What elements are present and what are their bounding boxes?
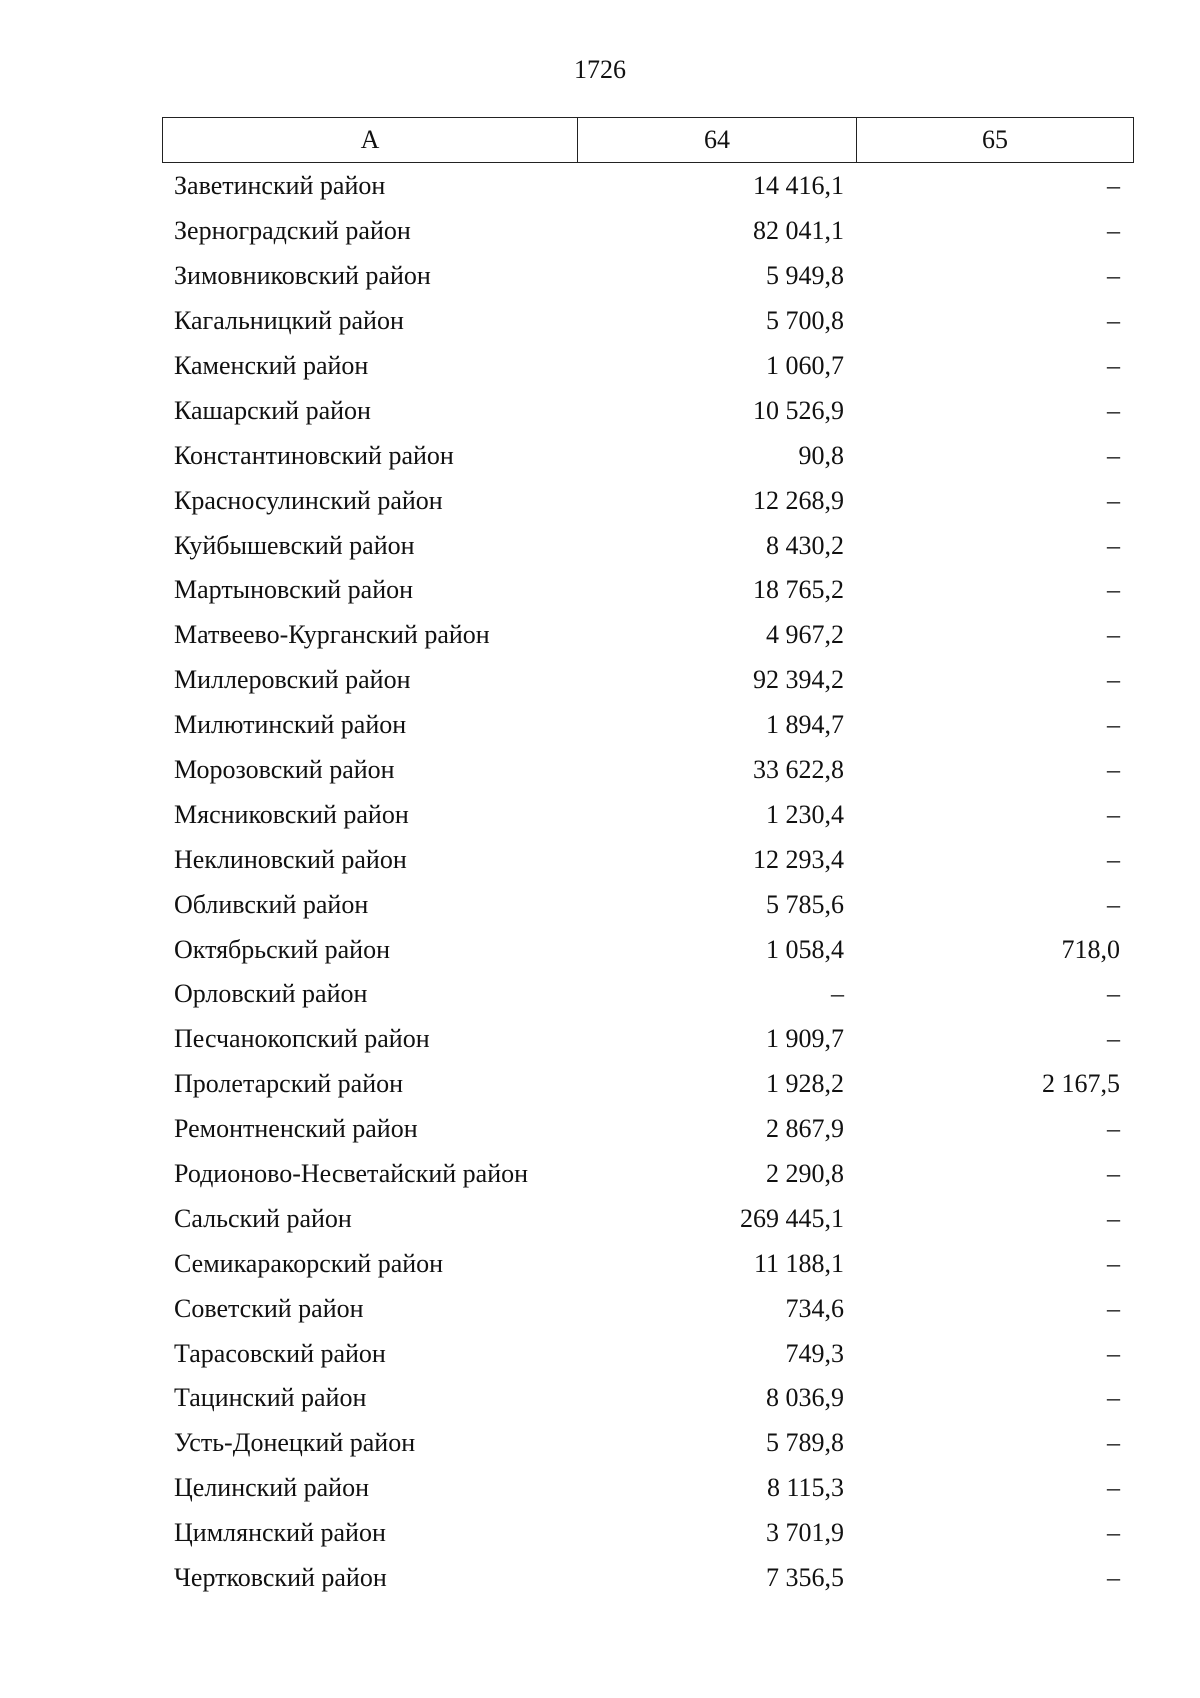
table-row <box>162 433 1134 478</box>
table-row <box>162 1466 1134 1511</box>
value-col-65: – <box>1107 530 1120 560</box>
district-name: Цимлянский район <box>174 1518 386 1548</box>
district-name: Матвеево-Курганский район <box>174 620 490 650</box>
district-name: Октябрьский район <box>174 934 390 964</box>
value-col-65: – <box>1107 440 1120 470</box>
table-row <box>162 792 1134 837</box>
value-col-65: – <box>1107 1383 1120 1413</box>
value-col-65: – <box>1107 665 1120 695</box>
value-col-64: 1 894,7 <box>766 710 844 740</box>
table-header <box>162 117 1134 163</box>
value-col-65: – <box>1107 1428 1120 1458</box>
value-col-65: – <box>1107 979 1120 1009</box>
district-name: Заветинский район <box>174 171 386 201</box>
table-row <box>162 478 1134 523</box>
value-col-65: – <box>1107 485 1120 515</box>
value-col-64: 734,6 <box>785 1293 844 1323</box>
district-name: Усть-Донецкий район <box>174 1428 416 1458</box>
value-col-64: 33 622,8 <box>753 755 844 785</box>
district-name: Сальский район <box>174 1203 352 1233</box>
value-col-65: – <box>1107 261 1120 291</box>
table-row <box>162 1152 1134 1197</box>
district-name: Семикаракорский район <box>174 1248 444 1278</box>
table-row <box>162 1062 1134 1107</box>
value-col-64: 8 430,2 <box>766 530 844 560</box>
district-name: Красносулинский район <box>174 485 443 515</box>
table-row <box>162 1286 1134 1331</box>
value-col-64: 269 445,1 <box>740 1203 844 1233</box>
district-name: Обливский район <box>174 889 369 919</box>
table-row <box>162 882 1134 927</box>
table-row <box>162 1017 1134 1062</box>
table-row <box>162 344 1134 389</box>
value-col-65: – <box>1107 1024 1120 1054</box>
district-name: Тацинский район <box>174 1383 367 1413</box>
value-col-65: – <box>1107 755 1120 785</box>
district-name: Мартыновский район <box>174 575 414 605</box>
district-name: Милютинский район <box>174 710 407 740</box>
district-name: Морозовский район <box>174 755 395 785</box>
table-row <box>162 388 1134 433</box>
page-number: 1726 <box>574 55 626 84</box>
district-name: Миллеровский район <box>174 665 411 695</box>
district-name: Советский район <box>174 1293 364 1323</box>
value-col-65: – <box>1107 1159 1120 1189</box>
value-col-65: – <box>1107 1338 1120 1368</box>
table-row <box>162 703 1134 748</box>
table-row <box>162 1196 1134 1241</box>
value-col-64: 92 394,2 <box>753 665 844 695</box>
value-col-64: 1 909,7 <box>766 1024 844 1054</box>
table-row <box>162 972 1134 1017</box>
table-row <box>162 1421 1134 1466</box>
table-row <box>162 209 1134 254</box>
district-name: Тарасовский район <box>174 1338 386 1368</box>
value-col-64: 90,8 <box>798 440 844 470</box>
value-col-64: 749,3 <box>785 1338 844 1368</box>
value-col-65: – <box>1107 575 1120 605</box>
value-col-64: 18 765,2 <box>753 575 844 605</box>
district-name: Мясниковский район <box>174 799 409 829</box>
value-col-64: 5 785,6 <box>766 889 844 919</box>
district-name: Орловский район <box>174 979 368 1009</box>
district-name: Константиновский район <box>174 440 454 470</box>
value-col-65: – <box>1107 1114 1120 1144</box>
value-col-64: 1 230,4 <box>766 799 844 829</box>
value-col-65: – <box>1107 1203 1120 1233</box>
table-row <box>162 1331 1134 1376</box>
value-col-65: 718,0 <box>1061 934 1120 964</box>
table-row <box>162 658 1134 703</box>
value-col-65: – <box>1107 1563 1120 1593</box>
value-col-64: 2 867,9 <box>766 1114 844 1144</box>
district-name: Родионово-Несветайский район <box>174 1159 529 1189</box>
value-col-64: 12 268,9 <box>753 485 844 515</box>
table-row <box>162 299 1134 344</box>
district-name: Зимовниковский район <box>174 261 431 291</box>
value-col-64: 82 041,1 <box>753 216 844 246</box>
value-col-64: 5 789,8 <box>766 1428 844 1458</box>
value-col-65: – <box>1107 395 1120 425</box>
value-col-65: – <box>1107 1473 1120 1503</box>
column-header-65: 65 <box>982 125 1008 154</box>
district-name: Зерноградский район <box>174 216 411 246</box>
value-col-65: – <box>1107 1248 1120 1278</box>
value-col-64: 14 416,1 <box>753 171 844 201</box>
value-col-64: 5 700,8 <box>766 306 844 336</box>
value-col-64: 8 036,9 <box>766 1383 844 1413</box>
district-name: Целинский район <box>174 1473 369 1503</box>
value-col-65: – <box>1107 799 1120 829</box>
district-name: Чертковский район <box>174 1563 387 1593</box>
value-col-65: 2 167,5 <box>1042 1069 1120 1099</box>
value-col-64: 11 188,1 <box>753 1248 844 1278</box>
value-col-64: 5 949,8 <box>766 261 844 291</box>
value-col-65: – <box>1107 351 1120 380</box>
table-row <box>162 613 1134 658</box>
table-row <box>162 1556 1134 1601</box>
value-col-65: – <box>1107 1518 1120 1548</box>
district-name: Неклиновский район <box>174 844 407 874</box>
value-col-64: 4 967,2 <box>766 620 844 650</box>
table-row <box>162 1241 1134 1286</box>
value-col-65: – <box>1107 844 1120 874</box>
column-header-64: 64 <box>578 118 857 162</box>
value-col-64: 10 526,9 <box>753 395 844 425</box>
value-col-64: 8 115,3 <box>766 1473 844 1503</box>
column-header-a: А <box>163 118 578 162</box>
table-row <box>162 523 1134 568</box>
value-col-65: – <box>1107 216 1120 246</box>
value-col-64: 1 928,2 <box>766 1069 844 1099</box>
value-col-65: – <box>1107 710 1120 740</box>
value-col-64: – <box>831 979 844 1009</box>
value-col-65: – <box>1107 889 1120 919</box>
value-col-65: – <box>1107 306 1120 336</box>
value-col-64: 2 290,8 <box>766 1159 844 1189</box>
table-row <box>162 1107 1134 1152</box>
table-row <box>162 1511 1134 1556</box>
district-name: Каменский район <box>174 351 369 380</box>
value-col-64: 1 060,7 <box>766 351 844 380</box>
district-name: Кашарский район <box>174 395 371 425</box>
table-row <box>162 254 1134 299</box>
value-col-64: 1 058,4 <box>766 934 844 964</box>
table-row <box>162 568 1134 613</box>
value-col-65: – <box>1107 171 1120 201</box>
table-row <box>162 837 1134 882</box>
value-col-65: – <box>1107 620 1120 650</box>
value-col-64: 12 293,4 <box>753 844 844 874</box>
district-name: Песчанокопский район <box>174 1024 430 1054</box>
table-row <box>162 164 1134 209</box>
value-col-64: 3 701,9 <box>766 1518 844 1548</box>
table-row <box>162 927 1134 972</box>
district-name: Пролетарский район <box>174 1069 404 1099</box>
district-name: Куйбышевский район <box>174 530 415 560</box>
table-body <box>162 164 1134 1601</box>
district-name: Кагальницкий район <box>174 306 404 336</box>
value-col-64: 7 356,5 <box>766 1563 844 1593</box>
table-row <box>162 748 1134 793</box>
value-col-65: – <box>1107 1293 1120 1323</box>
district-name: Ремонтненский район <box>174 1114 418 1144</box>
table-row <box>162 1376 1134 1421</box>
